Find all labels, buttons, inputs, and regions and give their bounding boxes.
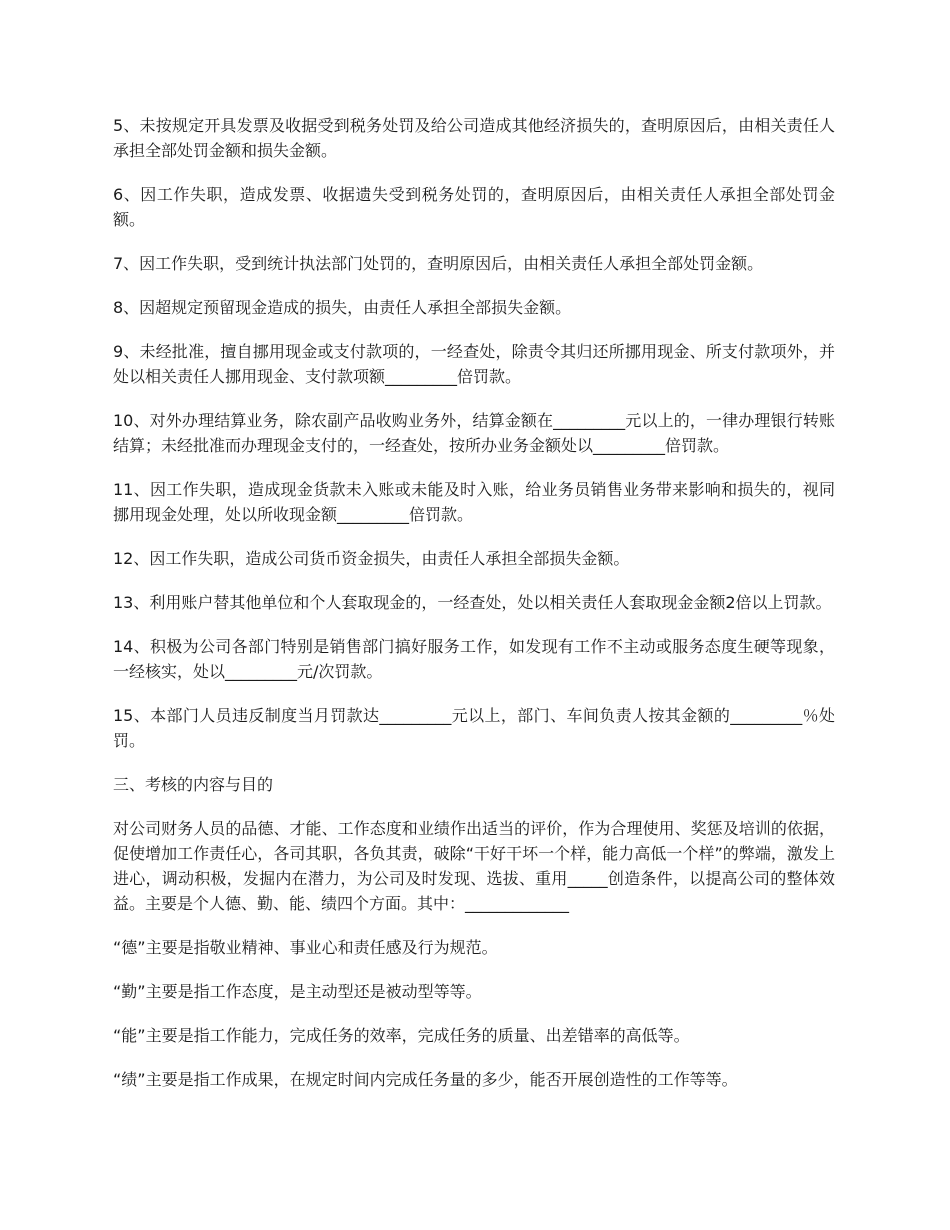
- clause-7: 7、因工作失职，受到统计执法部门处罚的，查明原因后，由相关责任人承担全部处罚金额。: [113, 254, 764, 273]
- clause-8: 8、因超规定预留现金造成的损失，由责任人承担全部损失金额。: [113, 298, 572, 317]
- clause-9: 9、未经批准，擅自挪用现金或支付款项的，一经查处，除责令其归还所挪用现金、所支付款项外，并处以相关责任人挪用现金、支付款项额_________倍罚款。: [113, 342, 835, 386]
- definition-qin: “勤”主要是指工作态度，是主动型还是被动型等等。: [113, 982, 482, 1001]
- clause-5: 5、未按规定开具发票及收据受到税务处罚及给公司造成其他经济损失的，查明原因后，由相关责任人承担全部处罚金额和损失金额。: [113, 116, 835, 160]
- clause-13: 13、利用账户替其他单位和个人套取现金的，一经查处，处以相关责任人套取现金金额2倍以上罚款。: [113, 593, 832, 612]
- clause-6: 6、因工作失职，造成发票、收据遗失受到税务处罚的，查明原因后，由相关责任人承担全部处罚金额。: [113, 185, 835, 229]
- clause-10: 10、对外办理结算业务，除农副产品收购业务外，结算金额在_________元以上的，一律办理银行转账结算；未经批准而办理现金支付的，一经查处，按所办业务金额处以_________倍罚款。: [113, 411, 835, 455]
- assessment-purpose-paragraph: 对公司财务人员的品德、才能、工作态度和业绩作出适当的评价，作为合理使用、奖惩及培训的依据，促使增加工作责任心，各司其职，各负其责，破除“干好干坏一个样，能力高低一个样”的弊端，激发上进心，调动积极，发掘内在潜力，为公司及时发现、选拔、重用_____创造条件，以提高公司的整体效益。主要是个人德、勤、能、绩四个方面。其中：_____________: [113, 819, 835, 913]
- definition-de: “德”主要是指敬业精神、事业心和责任感及行为规范。: [113, 938, 498, 957]
- document-page: [113, 113, 835, 1111]
- definition-neng: “能”主要是指工作能力，完成任务的效率，完成任务的质量、出差错率的高低等。: [113, 1026, 690, 1045]
- clause-12: 12、因工作失职，造成公司货币资金损失，由责任人承担全部损失金额。: [113, 549, 630, 568]
- clause-14: 14、积极为公司各部门特别是销售部门搞好服务工作，如发现有工作不主动或服务态度生硬等现象，一经核实，处以_________元/次罚款。: [113, 637, 835, 681]
- clause-11: 11、因工作失职，造成现金货款未入账或未能及时入账，给业务员销售业务带来影响和损失的，视同挪用现金处理，处以所收现金额_________倍罚款。: [113, 480, 835, 524]
- section-heading: 三、考核的内容与目的: [113, 775, 274, 794]
- definition-ji: “绩”主要是指工作成果，在规定时间内完成任务量的多少，能否开展创造性的工作等等。: [113, 1070, 738, 1089]
- clause-15: 15、本部门人员违反制度当月罚款达_________元以上，部门、车间负责人按其金额的_________％处罚。: [113, 706, 835, 750]
